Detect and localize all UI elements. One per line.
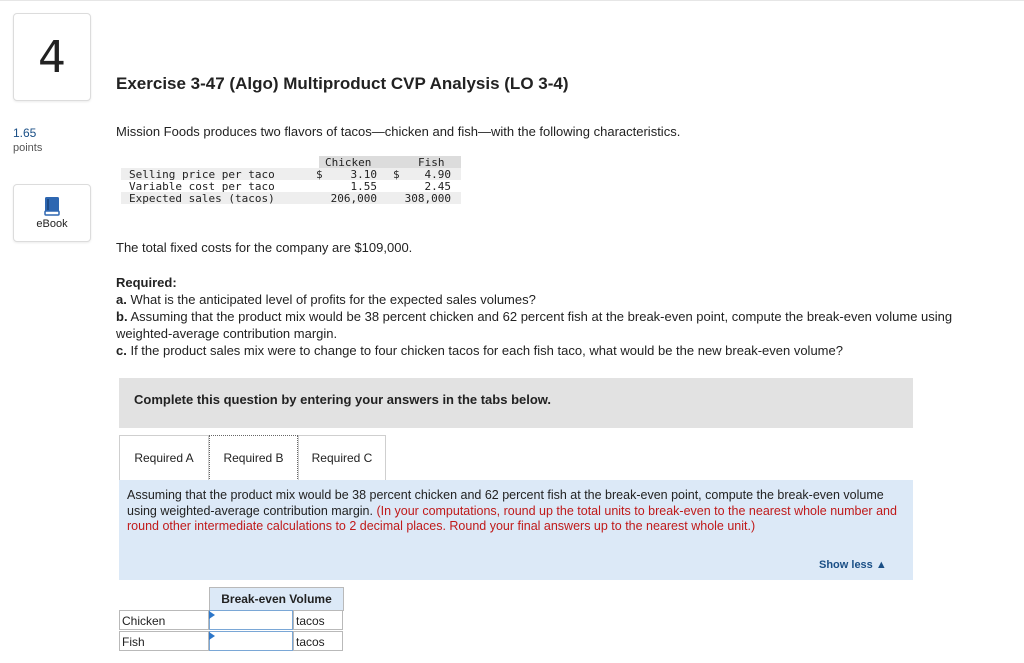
ebook-label: eBook	[36, 218, 68, 230]
row-label: Expected sales (tacos)	[129, 192, 275, 205]
input-flag-icon	[209, 632, 215, 640]
fish-value: 4.90	[424, 168, 451, 181]
points-value: 1.65	[13, 126, 37, 140]
requirement-a	[116, 291, 996, 308]
ebook-button[interactable]	[13, 184, 91, 242]
requirement-letter: c.	[116, 343, 127, 358]
column-header-fish: Fish	[418, 156, 445, 169]
top-divider	[0, 0, 1024, 1]
required-heading: Required:	[116, 275, 177, 290]
answer-row-label: Chicken	[119, 610, 209, 630]
answer-column-header: Break-even Volume	[209, 587, 344, 611]
fixed-costs-text: The total fixed costs for the company are $109,000.	[116, 240, 413, 255]
answer-row-label: Fish	[119, 631, 209, 651]
answer-unit: tacos	[293, 631, 343, 651]
tab-panel	[119, 480, 913, 580]
instruction-banner	[119, 378, 913, 428]
tab-required-c[interactable]: Required C	[298, 435, 386, 481]
product-data-table	[121, 155, 461, 210]
answer-unit: tacos	[293, 610, 343, 630]
chicken-breakeven-input[interactable]	[209, 610, 293, 630]
requirement-text: Assuming that the product mix would be 38 percent chicken and 62 percent fish at the break-even point, compute the break-even volume using weighted-average contribution margin.	[116, 309, 953, 341]
tab-required-a[interactable]: Required A	[119, 435, 209, 481]
row-label: Selling price per taco	[129, 168, 275, 181]
requirement-letter: b.	[116, 309, 128, 324]
question-number-box[interactable]	[13, 13, 91, 101]
banner-text: Complete this question by entering your answers in the tabs below.	[134, 392, 552, 407]
requirement-text: What is the anticipated level of profits for the expected sales volumes?	[130, 292, 536, 307]
tab-required-b[interactable]: Required B	[209, 435, 298, 481]
fish-value: 308,000	[404, 192, 451, 205]
requirement-b	[116, 308, 996, 342]
book-icon	[44, 196, 60, 216]
exercise-intro: Mission Foods produces two flavors of tacos—chicken and fish—with the following characteristics.	[116, 124, 681, 139]
chicken-value: 1.55	[350, 180, 377, 193]
chicken-value: 206,000	[330, 192, 377, 205]
chicken-value: 3.10	[350, 168, 377, 181]
currency-sign: $	[393, 168, 400, 181]
panel-question: Assuming that the product mix would be 38 percent chicken and 62 percent fish at the break-even point, compute the break-even volume using weighted-average contribution margin.	[127, 488, 884, 518]
requirement-text: If the product sales mix were to change to four chicken tacos for each fish taco, what would be the new break-even volume?	[130, 343, 843, 358]
panel-instructions	[127, 488, 902, 535]
fish-breakeven-input[interactable]	[209, 631, 293, 651]
input-flag-icon	[209, 611, 215, 619]
fish-value: 2.45	[424, 180, 451, 193]
points-label: points	[13, 142, 43, 154]
column-header-chicken: Chicken	[325, 156, 372, 169]
row-label: Variable cost per taco	[129, 180, 275, 193]
panel-rounding-note: (In your computations, round up the total units to break-even to the nearest whole number and round other intermediate calculations to 2 decimal places. Round your final answers up to the nearest whole unit.)	[127, 503, 897, 533]
question-number: 4	[38, 31, 66, 83]
currency-sign: $	[316, 168, 323, 181]
show-less-link[interactable]: Show less ▲	[819, 559, 887, 571]
exercise-title: Exercise 3-47 (Algo) Multiproduct CVP Analysis (LO 3-4)	[116, 74, 569, 93]
requirement-letter: a.	[116, 292, 127, 307]
requirement-c	[116, 342, 996, 359]
